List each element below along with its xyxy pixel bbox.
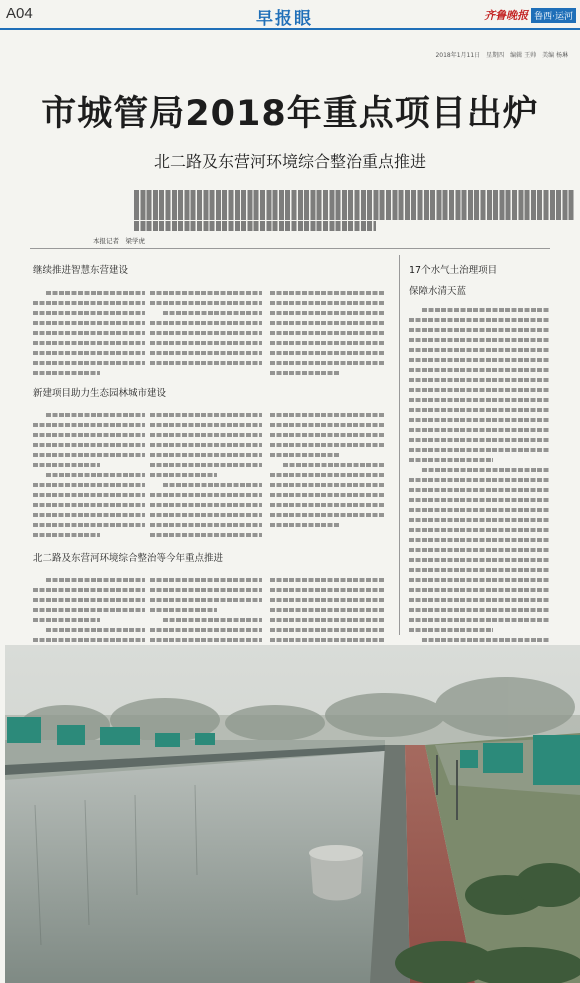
dateline: 2018年1月11日 星期四 编辑 王帅 美编 杨琳 <box>435 52 568 59</box>
body-text-column <box>33 288 145 378</box>
logo-badge: 鲁西·运河 <box>531 8 576 23</box>
body-text-column <box>33 410 145 540</box>
section-heading-river-treatment: 北二路及东营河环境综合整治等今年重点推进 <box>33 553 224 564</box>
page-number: A04 <box>6 5 33 22</box>
byline: 本报记者 梁学虎 <box>93 237 145 245</box>
section-heading-garden-city: 新建项目助力生态园林城市建设 <box>33 388 167 399</box>
logo-text: 齐鲁晚报 <box>484 9 529 22</box>
section-heading-smart-city: 继续推进智慧东营建设 <box>33 265 129 276</box>
body-text-column <box>150 288 262 368</box>
right-heading-blue-sky: 保障水清天蓝 <box>409 286 467 297</box>
subheadline: 北二路及东营河环境综合整治重点推进 <box>153 152 426 171</box>
body-text-column <box>270 410 385 530</box>
river-embankment-photo <box>5 645 580 983</box>
lead-paragraph <box>134 190 574 231</box>
divider <box>30 248 550 249</box>
newspaper-logo <box>484 6 576 24</box>
headline: 市城管局2018年重点项目出炉 <box>41 94 539 134</box>
body-text-column <box>270 288 385 378</box>
section-name: 早报眼 <box>256 9 313 29</box>
body-text-column <box>150 410 262 540</box>
right-heading-projects: 17个水气土治理项目 <box>409 265 498 276</box>
page-masthead <box>0 0 580 30</box>
column-divider <box>399 255 400 635</box>
